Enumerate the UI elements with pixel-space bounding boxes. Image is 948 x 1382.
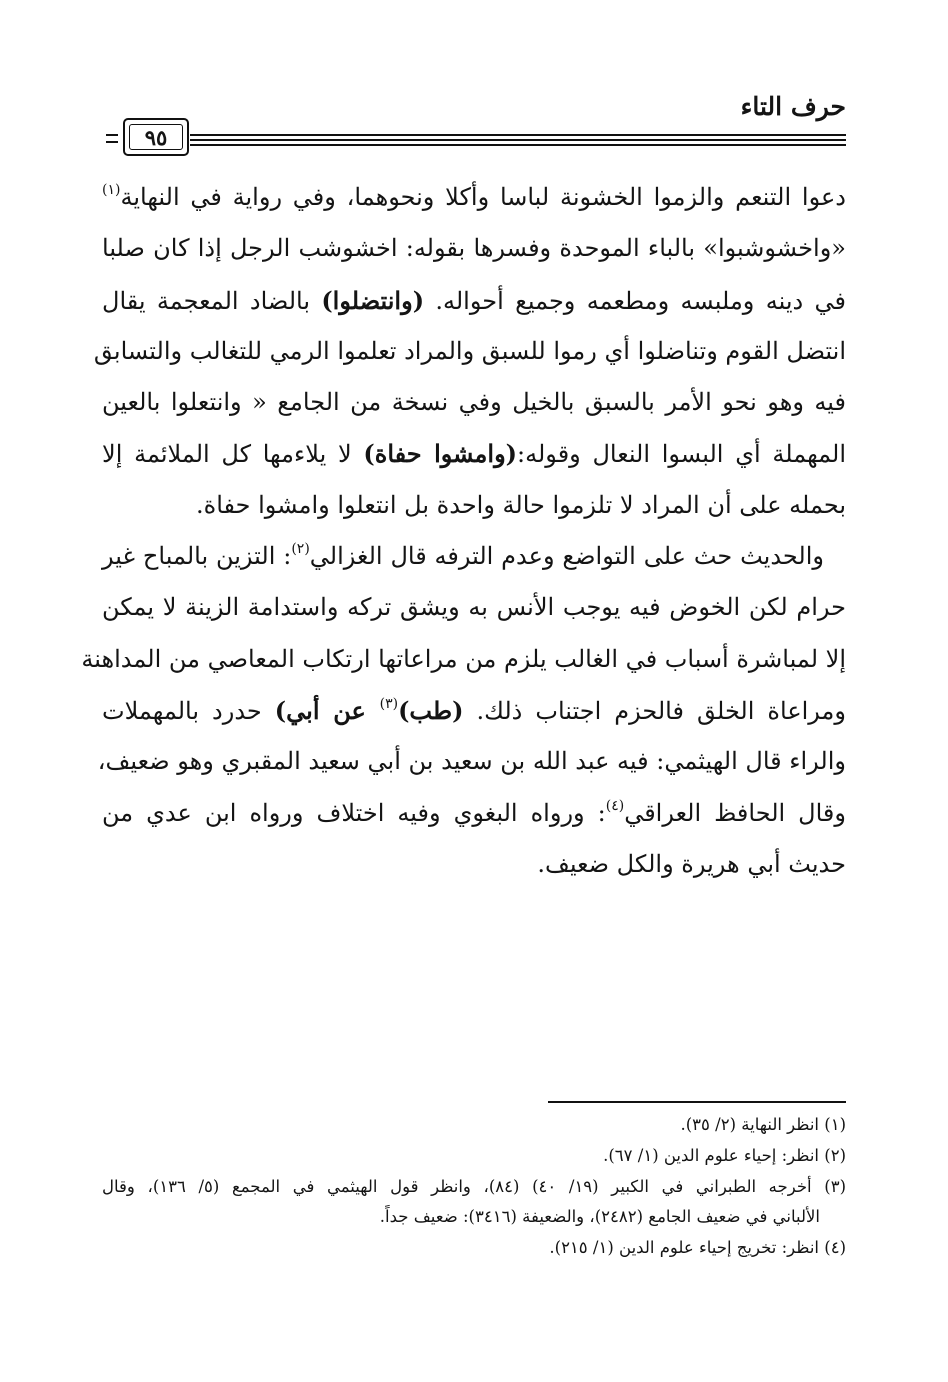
footnote: (١) انظر النهاية (٢/ ٣٥). [680,1115,846,1134]
body-text [81,172,846,890]
header-rule [190,139,846,141]
body-line: حرام لكن الخوض فيه يوجب الأنس به ويشق تركه واستدامة الزينة لا يمكن [102,593,846,622]
footnotes [102,1110,846,1264]
body-line: في دينه وملبسه ومطعمه وجميع أحواله. (وانتضلوا) بالضاد المعجمة يقال [102,285,846,315]
body-line: دعوا التنعم والزموا الخشونة لباسا وأكلا ونحوهما، وفي رواية في النهاية$^{(١)}$ [102,181,846,211]
body-line: المهملة أي البسوا النعال وقوله:(وامشوا حفاة) لا يلاءمها كل الملائمة إلا [102,439,846,469]
footnote-ref: (٣) [379,695,399,712]
bold-term: عن أبي) [274,695,380,725]
body-line: إلا لمباشرة أسباب في الغالب يلزم من مراعاتها ارتكاب المعاصي من المداهنة [81,644,846,673]
page-number-box [123,118,189,156]
footnote-ref: (٤) [605,797,625,814]
page-number: ٩٥ [129,124,183,150]
header-rule-stub [106,141,118,143]
header-rule-stub [106,134,118,136]
footnote-separator [548,1101,846,1103]
bold-term: (وامشوا حفاة) [363,439,518,469]
body-line: انتضل القوم وتناضلوا أي رموا للسبق والمراد تعلموا الرمي للتغالب والتسابق [93,336,846,365]
body-line: وقال الحافظ العراقي$^{(٤)}$: ورواه البغوي وفيه اختلاف ورواه ابن عدي من [102,797,846,827]
footnote-ref: (١) [102,181,121,198]
footnote-continuation: الألباني في ضعيف الجامع (٢٤٨٢)، والضعيفة (٣٤١٦): ضعيف جداً. [379,1207,820,1227]
header-rule [190,134,846,136]
footnote-ref: (٢) [291,540,310,557]
body-line: ومراعاة الخلق فالحزم اجتناب ذلك. (طب)$^{(٣)}$ عن أبي) حدرد بالمهملات [102,695,846,725]
bold-term: (وانتضلوا) [321,285,425,315]
footnote: (٣) أخرجه الطبراني في الكبير (١٩/ ٤٠) (٨٤)، وانظر قول الهيثمي في المجمع (٥/ ١٣٦)، وقال [102,1176,846,1196]
header-rule [190,144,846,146]
body-line: والراء قال الهيثمي: فيه عبد الله بن سعيد بن أبي سعيد المقبري وهو ضعيف، [97,747,846,776]
body-line: حديث أبي هريرة والكل ضعيف. [537,849,846,878]
body-line: فيه وهو نحو الأمر بالسبق بالخيل وفي نسخة من الجامع « وانتعلوا بالعين [102,388,846,417]
footnote: (٤) انظر: تخريج إحياء علوم الدين (١/ ٢١٥). [549,1238,846,1258]
chapter-title: حرف التاء [740,92,846,121]
body-line: بحمله على أن المراد لا تلزموا حالة واحدة بل انتعلوا وامشوا حفاة. [196,490,846,519]
body-line: والحديث حث على التواضع وعدم الترفه قال الغزالي$^{(٢)}$: التزين بالمباح غير [102,540,824,571]
bold-term: (طب) [398,695,464,725]
footnote: (٢) انظر: إحياء علوم الدين (١/ ٦٧). [603,1145,846,1165]
body-line: «واخشوشبوا» بالباء الموحدة وفسرها بقوله: اخشوشب الرجل إذا كان صلبا [102,234,846,263]
